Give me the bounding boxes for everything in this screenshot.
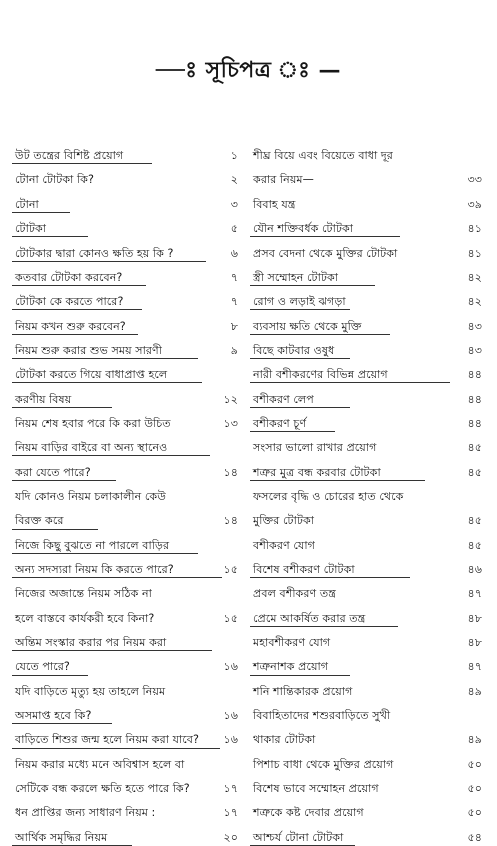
toc-entry — [250, 676, 484, 700]
toc-entry-title: করা যেতে পারে? — [15, 465, 91, 479]
toc-entry-title: করার নিয়ম— — [253, 173, 314, 187]
toc-entry — [12, 335, 240, 359]
toc-entry-title: আর্থিক সমৃদ্ধির নিয়ম — [15, 830, 108, 844]
toc-entry — [250, 578, 484, 602]
toc-entry-title: যৌন শক্তিবর্ধক টোটকা — [253, 222, 354, 236]
toc-page-number: ৪৭ — [467, 587, 482, 601]
toc-page-number: ১৭ — [223, 782, 238, 796]
toc-page-number: ৪১ — [467, 222, 482, 236]
toc-entry-title: নারী বশীকরণের বিভিন্ন প্রয়োগ — [253, 368, 388, 382]
toc-entry-title: বশীকরণ চূর্ণ — [253, 416, 307, 430]
toc-page-number: ৪৪ — [467, 416, 482, 430]
toc-entry-title: নিজে কিছু বুঝতে না পারলে বাড়ির — [15, 538, 170, 552]
toc-page-number: ৪৯ — [467, 684, 482, 698]
toc-entry — [250, 481, 484, 505]
toc-entry-title: টোটকা কে করতে পারে? — [15, 295, 124, 309]
toc-entry-title: শত্রুনাশক প্রয়োগ — [253, 660, 329, 674]
toc-page-number: ৪৩ — [467, 319, 482, 333]
toc-entry — [12, 189, 240, 213]
toc-entry-title: যদি বাড়িতে মৃত্যু হয় তাহলে নিয়ম — [15, 684, 166, 698]
toc-entry-title: শত্রুর মুত্র বন্ধ করবার টোটকা — [253, 465, 381, 479]
toc-entry — [12, 213, 240, 237]
toc-page-number: ১৬ — [223, 709, 238, 723]
toc-page-number: ১৫ — [223, 562, 238, 576]
toc-page-number: ৮ — [230, 319, 238, 333]
toc-entry — [250, 749, 484, 773]
toc-entry — [12, 578, 240, 602]
toc-entry — [250, 603, 484, 627]
toc-entry — [250, 237, 484, 261]
toc-left-column — [12, 140, 240, 846]
toc-page-number: ৪১ — [467, 246, 482, 260]
toc-page-number: ১ — [230, 149, 238, 163]
toc-page-number: ৫০ — [467, 806, 482, 820]
toc-entry-title: অন্য সদস্যরা নিয়ম কি করতে পারে? — [15, 562, 174, 576]
toc-page-number: ৪৪ — [467, 368, 482, 382]
toc-entry-title: বিশেষ বশীকরণ টোটকা — [253, 562, 355, 576]
toc-page-number: ৫০ — [467, 782, 482, 796]
toc-entry — [12, 530, 240, 554]
toc-page-number: ৭ — [230, 295, 238, 309]
toc-entry-title: মহাবশীকরণ যোগ — [253, 636, 331, 650]
toc-entry-title: নিয়ম করার মধ্যে মনে অবিশ্বাস হলে বা — [15, 757, 185, 771]
toc-page-number: ৫৪ — [467, 830, 482, 844]
toc-page-number: ১৫ — [223, 611, 238, 625]
toc-entry-title: নিয়ম শুরু করার শুভ সময় সারণী — [15, 343, 162, 357]
toc-entry — [12, 481, 240, 505]
toc-entry — [250, 213, 484, 237]
toc-page-number: ২ — [230, 173, 238, 187]
toc-entry — [12, 676, 240, 700]
toc-entry-title: যেতে পারে? — [15, 660, 70, 674]
toc-entry — [250, 359, 484, 383]
toc-entry — [250, 286, 484, 310]
toc-entry — [12, 408, 240, 432]
toc-entry-title: মুক্তির টোটকা — [253, 514, 315, 528]
toc-entry-title: আশ্চর্য টোনা টোটকা — [253, 830, 344, 844]
toc-entry-title: নিজের অজান্তে নিয়ম সঠিক না — [15, 587, 152, 601]
toc-entry — [250, 651, 484, 675]
toc-page-number: ৪৭ — [467, 660, 482, 674]
toc-entry — [12, 603, 240, 627]
toc-entry-title: প্রসব বেদনা থেকে মুক্তির টোটকা — [253, 246, 398, 260]
toc-entry-title: শীঘ্র বিয়ে এবং বিয়েতে বাধা দূর — [253, 149, 393, 163]
toc-entry-title: সংসার ভালো রাখার প্রয়োগ — [253, 441, 377, 455]
toc-entry — [250, 310, 484, 334]
toc-entry-title: বশীকরণ যোগ — [253, 538, 315, 552]
toc-page-number: ৪৫ — [467, 441, 482, 455]
toc-entry — [250, 773, 484, 797]
toc-page-number: ৫০ — [467, 757, 482, 771]
toc-entry — [12, 286, 240, 310]
toc-entry — [12, 554, 240, 578]
toc-entry — [12, 700, 240, 724]
toc-entry-title: কতবার টোটকা করবেন? — [15, 270, 123, 284]
toc-page-number: ৪৪ — [467, 392, 482, 406]
toc-entry-title: ফসলের বৃদ্ধি ও চোরের হাত থেকে — [253, 489, 404, 503]
toc-page-number: ৪৯ — [467, 733, 482, 747]
toc-page-number: ১৬ — [223, 733, 238, 747]
toc-entry-title: নিয়ম বাড়ির বাইরে বা অন্য স্থানেও — [15, 441, 168, 455]
toc-entry — [12, 310, 240, 334]
toc-entry — [12, 822, 240, 846]
toc-entry-title: বাড়িতে শিশুর জন্ম হলে নিয়ম করা যাবে? — [15, 733, 199, 747]
toc-page-number: ৭ — [230, 270, 238, 284]
toc-entry — [12, 505, 240, 529]
toc-page-number: ১৭ — [223, 806, 238, 820]
toc-entry-title: বশীকরণ লেপ — [253, 392, 314, 406]
toc-page-number: ৪৫ — [467, 514, 482, 528]
toc-page-number: ১৪ — [223, 514, 238, 528]
toc-entry — [250, 335, 484, 359]
toc-entry — [250, 408, 484, 432]
toc-page-number: ৫ — [230, 222, 238, 236]
toc-page-number: ৪৫ — [467, 465, 482, 479]
toc-entry-title: বিরক্ত করে — [15, 514, 64, 528]
toc-entry-title: সেটিকে বন্ধ করলে ক্ষতি হতে পারে কি? — [15, 782, 190, 796]
toc-entry — [12, 651, 240, 675]
toc-entry — [12, 797, 240, 821]
toc-entry — [250, 432, 484, 456]
toc-entry-title: প্রেমে আকর্ষিত করার তন্ত্র — [253, 611, 366, 625]
toc-entry — [250, 164, 484, 188]
toc-entry-title: যদি কোনও নিয়ম চলাকালীন কেউ — [15, 489, 166, 503]
toc-entry-title: অন্তিম সংস্কার করার পর নিয়ম করা — [15, 636, 167, 650]
toc-entry-title: উট তন্ত্রের বিশিষ্ট প্রয়োগ — [15, 149, 124, 163]
toc-entry — [12, 140, 240, 164]
toc-entry-title: বিছে কাটবার ওষুধ — [253, 343, 335, 357]
toc-entry-title: টোটকা — [15, 222, 47, 236]
toc-entry-title: টোনা — [15, 197, 39, 211]
toc-entry — [250, 822, 484, 846]
toc-entry-title: ধন প্রাপ্তির জন্য সাধারণ নিয়ম : — [15, 806, 156, 820]
toc-entry-title: প্রবল বশীকরণ তন্ত্র — [253, 587, 336, 601]
toc-entry — [250, 797, 484, 821]
toc-entry — [12, 432, 240, 456]
toc-entry-title: বিবাহ যন্ত্র — [253, 197, 296, 211]
toc-page-number: ৯ — [230, 343, 238, 357]
toc-entry-title: ব্যবসায় ক্ষতি থেকে মুক্তি — [253, 319, 362, 333]
toc-entry-title: শত্রুকে কষ্ট দেবার প্রয়োগ — [253, 806, 364, 820]
toc-entry — [12, 164, 240, 188]
toc-page-number: ৪৩ — [467, 343, 482, 357]
toc-entry — [12, 456, 240, 480]
toc-right-column — [250, 140, 484, 846]
toc-entry — [250, 627, 484, 651]
toc-entry — [12, 383, 240, 407]
toc-page-number: ৪২ — [467, 295, 482, 309]
toc-entry-title: টোটকার দ্বারা কোনও ক্ষতি হয় কি ? — [15, 246, 174, 260]
toc-entry — [250, 456, 484, 480]
toc-page-number: ১২ — [223, 392, 238, 406]
toc-page-number: ৪৮ — [467, 611, 482, 625]
toc-entry-title: স্ত্রী সম্মোহন টোটকা — [253, 270, 339, 284]
toc-entry — [250, 530, 484, 554]
toc-entry-title: রোগ ও লড়াই ঝগড়া — [253, 295, 346, 309]
toc-page-number: ১৩ — [223, 416, 238, 430]
toc-page-number: ৩৩ — [467, 173, 482, 187]
toc-page-number: ৪৫ — [467, 538, 482, 552]
toc-entry-title: বিশেষ ভাবে সম্মোহন প্রয়োগ — [253, 782, 379, 796]
toc-entry — [12, 262, 240, 286]
toc-entry-title: নিয়ম কখন শুরু করবেন? — [15, 319, 126, 333]
toc-entry-title: করণীয় বিষয় — [15, 392, 72, 406]
page-title: —ঃ সূচিপত্র ঃ — — [155, 57, 342, 83]
toc-entry-title: টোটকা করতে গিয়ে বাধাপ্রাপ্ত হলে — [15, 368, 168, 382]
toc-entry — [12, 237, 240, 261]
toc-page-number: ৪৮ — [467, 636, 482, 650]
toc-entry — [12, 724, 240, 748]
toc-entry — [250, 554, 484, 578]
toc-entry-title: টোনা টোটকা কি? — [15, 173, 94, 187]
toc-entry-title: থাকার টোটকা — [253, 733, 316, 747]
toc-page-number: ৩৯ — [467, 197, 482, 211]
toc-page-number: ৩ — [230, 197, 238, 211]
toc-entry — [12, 627, 240, 651]
toc-entry-title: শনি শান্তিকারক প্রয়োগ — [253, 684, 353, 698]
toc-entry — [250, 700, 484, 724]
toc-entry-title: অসমাপ্ত হবে কি? — [15, 709, 92, 723]
toc-entry-title: বিবাহিতাদের শশুরবাড়িতে সুখী — [253, 709, 391, 723]
toc-page-number: ৪৬ — [467, 562, 482, 576]
toc-entry-title: পিশাচ বাধা থেকে মুক্তির প্রয়োগ — [253, 757, 394, 771]
toc-page-number: ১৪ — [223, 465, 238, 479]
toc-entry — [12, 773, 240, 797]
toc-page-number: ৬ — [230, 246, 238, 260]
toc-entry — [12, 749, 240, 773]
toc-page-number: ২০ — [223, 830, 238, 844]
toc-entry — [250, 505, 484, 529]
toc-page-number: ১৬ — [223, 660, 238, 674]
toc-entry-title: হলে বাস্তবে কার্যকরী হবে কিনা? — [15, 611, 155, 625]
toc-entry — [250, 262, 484, 286]
toc-entry — [250, 383, 484, 407]
toc-page-number: ৪২ — [467, 270, 482, 284]
toc-entry — [250, 724, 484, 748]
toc-entry — [250, 140, 484, 164]
toc-entry-title: নিয়ম শেষ হবার পরে কি করা উচিত — [15, 416, 171, 430]
toc-entry — [12, 359, 240, 383]
toc-entry — [250, 189, 484, 213]
